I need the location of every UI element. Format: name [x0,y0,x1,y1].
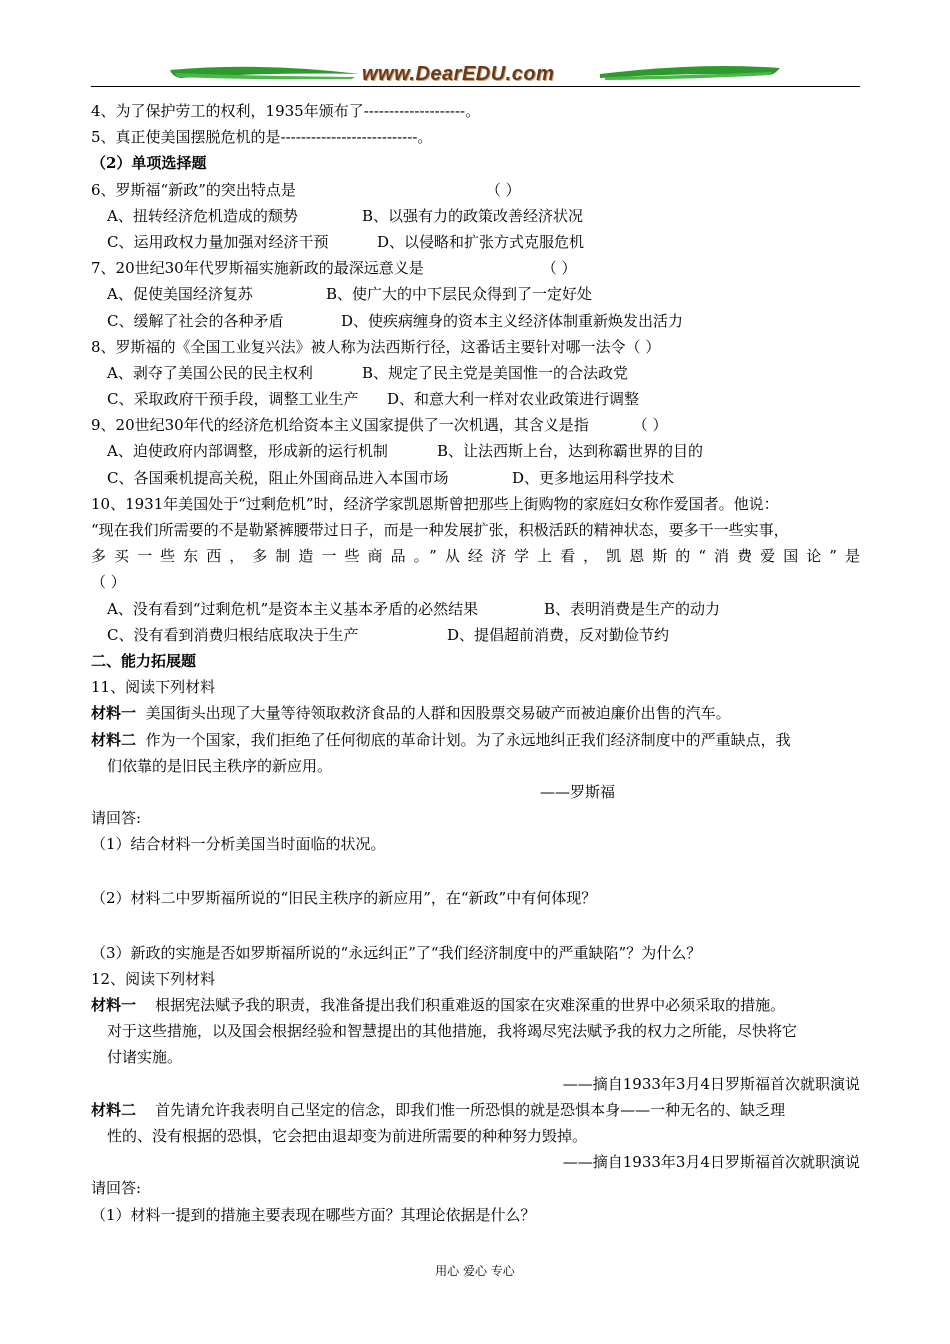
q12-subquestion-1: （1）材料一提到的措施主要表现在哪些方面？其理论依据是什么？ [91,1205,536,1224]
option-d: D、以侵略和扩张方式克服危机 [377,232,585,251]
question-7-options-ab [91,281,860,307]
question-9-options-cd [91,465,860,491]
answer-paren: （ ） [485,180,521,199]
option-b: B、让法西斯上台，达到称霸世界的目的 [437,442,704,461]
header-divider [91,86,860,87]
q11-material-2-source: ——罗斯福 [539,782,615,801]
option-b: B、使广大的中下层民众得到了一定好处 [326,285,593,304]
question-10-options-cd [91,622,860,648]
document-body [91,98,860,1228]
option-b: B、规定了民主党是美国惟一的合法政党 [362,363,629,382]
question-4: 4、为了保护劳工的权利，1935年颁布了--------------------。 [91,102,481,120]
question-stem-text: 6、罗斯福“新政”的突出特点是 [91,180,296,199]
question-10-options-ab [91,596,860,622]
option-b: B、表明消费是生产的动力 [544,599,721,618]
option-a: A、促使美国经济复苏 [107,285,253,304]
question-6-options-ab [91,203,860,229]
answer-paren: （ ） [632,416,668,435]
option-c: C、缓解了社会的各种矛盾 [107,311,284,330]
question-stem-text: 7、20世纪30年代罗斯福实施新政的最深远意义是 [91,259,424,278]
material-text: 首先请允许我表明自己坚定的信念，即我们惟一所恐惧的就是恐惧本身——一种无名的、缺乏理 [155,1100,786,1119]
question-7-stem [91,255,860,281]
q11-material-1 [91,700,860,726]
option-a: A、迫使政府内部调整，形成新的运行机制 [107,442,388,461]
brand-logo-text[interactable]: www.DearEDU.com [362,63,555,85]
material-label: 材料二 [91,1100,137,1119]
q12-ask: 请回答: [91,1179,142,1198]
q12-material-1-cont: 对于这些措施，以及国会根据经验和智慧提出的其他措施，我将竭尽宪法赋予我的权力之所能，尽快将它 [107,1022,798,1041]
q11-material-2 [91,727,860,753]
material-text: 根据宪法赋予我的职责，我准备提出我们积重难返的国家在灾难深重的世界中必须采取的措施。 [155,996,786,1014]
material-label: 材料二 [91,730,137,749]
material-text: 作为一个国家，我们拒绝了任何彻底的革命计划。为了永远地纠正我们经济制度中的严重缺点，我 [145,730,791,749]
question-6-options-cd [91,229,860,255]
q11-subquestion-3: （3）新政的实施是否如罗斯福所说的“永远纠正”了“我们经济制度中的严重缺陷”？为什么？ [91,943,702,962]
q12-material-1-cont-2: 付诸实施。 [107,1048,183,1067]
option-d: D、提倡超前消费，反对勤俭节约 [447,625,670,644]
material-text: 美国街头出现了大量等待领取救济食品的人群和因股票交易破产而被迫廉价出售的汽车。 [145,704,731,723]
section-heading-single-choice: （2）单项选择题 [91,154,207,173]
question-5: 5、真正使美国摆脱危机的是---------------------------。 [91,128,433,147]
material-label: 材料一 [91,996,137,1014]
question-11-stem: 11、阅读下列材料 [91,678,216,697]
q12-material-2 [91,1097,860,1123]
option-d: D、使疾病缠身的资本主义经济体制重新焕发出活力 [341,311,684,330]
option-c: C、各国乘机提高关税，阻止外国商品进入本国市场 [107,468,449,487]
option-d: D、更多地运用科学技术 [512,468,675,487]
question-6-stem [91,177,860,203]
option-a: A、剥夺了美国公民的民主权利 [107,363,313,382]
question-7-options-cd [91,308,860,334]
option-a: A、没有看到“过剩危机”是资本主义基本矛盾的必然结果 [107,599,479,618]
question-8-stem: 8、罗斯福的《全国工业复兴法》被人称为法西斯行径，这番话主要针对哪一法令（ ） [91,337,661,356]
material-label: 材料一 [91,704,137,723]
q11-material-2-cont: 们依靠的是旧民主秩序的新应用。 [107,756,333,775]
question-10-line-1: 10、1931年美国处于“过剩危机”时，经济学家凯恩斯曾把那些上街购物的家庭妇女称作爱国者。他说： [91,494,779,513]
q11-subquestion-1: （1）结合材料一分析美国当时面临的状况。 [91,835,386,854]
question-10-line-2: “现在我们所需要的不是勒紧裤腰带过日子，而是一种发展扩张，积极活跃的精神状态，要多干一些实事， [91,521,789,539]
question-9-stem [91,412,860,438]
answer-paren: （ ） [541,259,577,278]
question-10-paren: （ ） [91,573,126,592]
q12-material-1 [91,992,860,1018]
option-c: C、采取政府干预手段，调整工业生产 [107,390,359,409]
q12-material-2-cont: 性的、没有根据的恐惧，它会把由退却变为前进所需要的种种努力毁掉。 [107,1126,588,1145]
question-12-stem: 12、阅读下列材料 [91,969,216,988]
question-10-line-3: 多买一些东西，多制造一些商品。”从经济学上看，凯恩斯的“消费爱国论”是 [91,547,860,566]
question-8-options-ab [91,360,860,386]
answer-space [91,857,860,885]
answer-space [91,912,860,940]
section-heading-ability: 二、能力拓展题 [91,651,197,670]
option-d: D、和意大利一样对农业政策进行调整 [387,390,640,409]
question-8-options-cd [91,386,860,412]
question-9-options-ab [91,438,860,464]
q12-material-2-source: ——摘自1933年3月4日罗斯福首次就职演说 [562,1153,860,1172]
q12-material-1-source: ——摘自1933年3月4日罗斯福首次就职演说 [562,1074,860,1093]
question-stem-text: 9、20世纪30年代的经济危机给资本主义国家提供了一次机遇，其含义是指 [91,416,589,435]
option-c: C、没有看到消费归根结底取决于生产 [107,625,359,644]
q11-ask: 请回答: [91,809,142,828]
option-a: A、扭转经济危机造成的颓势 [107,206,298,225]
option-b: B、以强有力的政策改善经济状况 [362,206,584,225]
page-footer: 用心 爱心 专心 [435,1264,515,1278]
option-c: C、运用政权力量加强对经济干预 [107,232,329,251]
q11-subquestion-2: （2）材料二中罗斯福所说的“旧民主秩序的新应用”，在“新政”中有何体现？ [91,889,597,908]
